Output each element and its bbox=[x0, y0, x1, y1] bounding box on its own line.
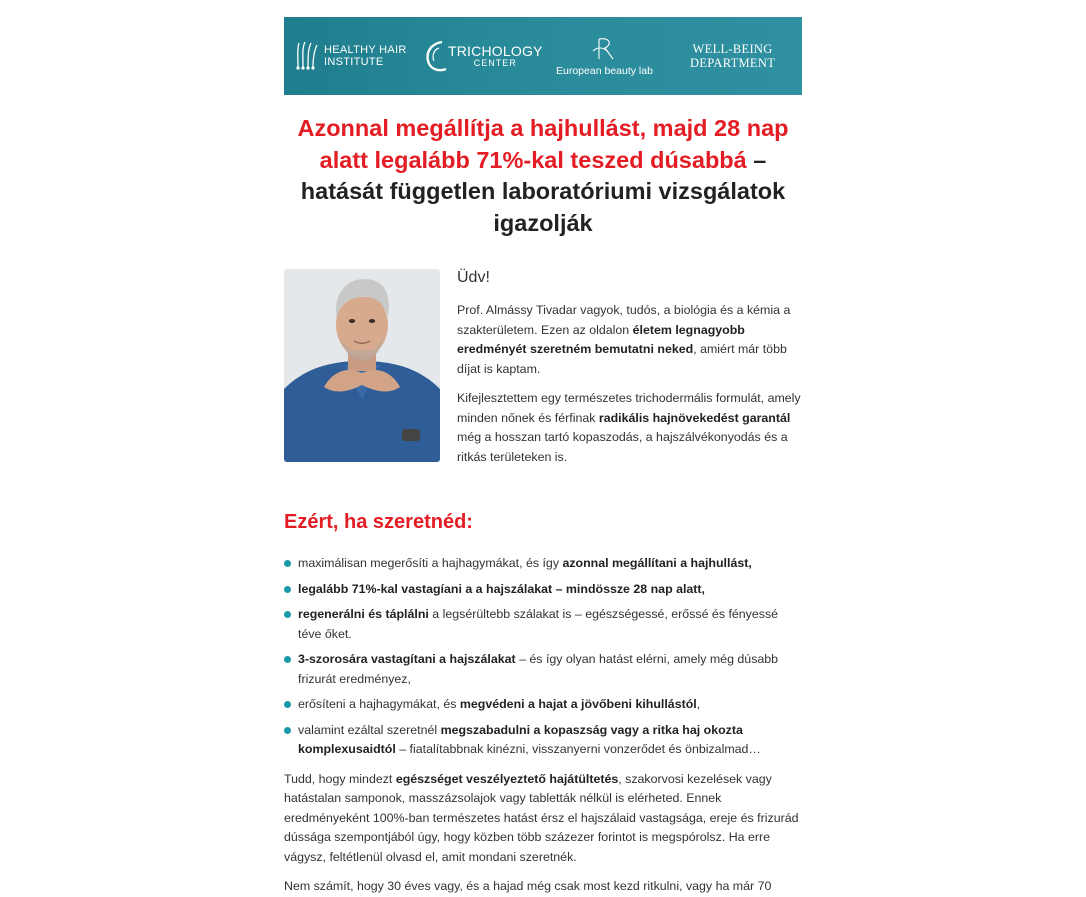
text: erősíteni a hajhagymákat, és bbox=[298, 697, 460, 711]
logo-text-line2: DEPARTMENT bbox=[690, 56, 776, 70]
text: , szakorvosi kezelések vagy hatástalan samponok, masszázsolajok vagy tabletták nélkül is elérheted. Ennek eredményeként 100%-ban természetes hatást érsz el hajszálaid vastagsága, ereje és frizurád dússága szempontjából úgy, hogy közben több százezer forintot is megspórolsz. Ha erre vágysz, feltétlenül olvasd el, amit mondani szeretnék. bbox=[284, 771, 799, 864]
bullet-dot-icon bbox=[284, 611, 291, 618]
list-item bbox=[284, 721, 802, 760]
headline-highlight: Azonnal megállítja a hajhullást, majd 28 nap alatt legalább 71%-kal teszed dúsabbá bbox=[297, 115, 789, 173]
emphasis: 3-szorosára vastagítani a hajszálakat bbox=[298, 652, 516, 666]
crescent-swirl-icon bbox=[424, 39, 448, 73]
section-subheading: Ezért, ha szeretnéd: bbox=[284, 511, 473, 533]
bullet-dot-icon bbox=[284, 586, 291, 593]
list-item bbox=[284, 650, 802, 689]
monogram-icon bbox=[589, 35, 619, 63]
portrait-illustration bbox=[284, 269, 440, 462]
author-portrait-image bbox=[284, 269, 440, 462]
body-paragraph-1 bbox=[284, 770, 802, 868]
emphasis: megszabadulni a kopaszság vagy a ritka haj okozta komplexusaidtól bbox=[298, 722, 743, 756]
intro-paragraph-2 bbox=[457, 389, 802, 467]
intro-text bbox=[457, 269, 802, 477]
text: Tudd, hogy mindezt bbox=[284, 771, 396, 786]
text: Kifejlesztettem egy természetes trichodermális formulát, amely minden nőnek és férfinak bbox=[457, 391, 801, 425]
logo-text-line1: TRICHOLOGY bbox=[448, 42, 543, 59]
text: , amiért már több díjat is kaptam. bbox=[457, 342, 787, 376]
emphasis: regenerálni és táplálni bbox=[298, 607, 429, 621]
european-beauty-lab-logo bbox=[556, 17, 653, 95]
list-item bbox=[284, 580, 802, 600]
bullet-dot-icon bbox=[284, 701, 291, 708]
logo-text-line2: CENTER bbox=[473, 57, 517, 68]
text: valamint ezáltal szeretnél bbox=[298, 722, 441, 737]
headline-rest: – hatását független laboratóriumi vizsgálatok igazolják bbox=[300, 146, 786, 236]
emphasis: radikális hajnövekedést garantál bbox=[598, 410, 791, 425]
benefits-list bbox=[284, 554, 802, 760]
emphasis: legalább 71%-kal vastagíani a a hajszálakat – mindössze 28 nap alatt, bbox=[298, 581, 706, 596]
text: – és így olyan hatást elérni, amely még dúsabb frizurát eredményez, bbox=[298, 652, 779, 686]
bullet-dot-icon bbox=[284, 727, 291, 734]
list-item bbox=[284, 554, 802, 574]
healthy-hair-institute-logo bbox=[294, 17, 407, 95]
logo-text-line1: European beauty lab bbox=[556, 65, 653, 77]
bullet-dot-icon bbox=[284, 656, 291, 663]
emphasis: egészséget veszélyeztető hajátültetés bbox=[395, 771, 619, 786]
well-being-department-logo bbox=[690, 17, 775, 95]
logo-text-line1: HEALTHY HAIR bbox=[324, 44, 407, 56]
intro-paragraph-1 bbox=[457, 301, 802, 379]
text: maximálisan megerősíti a hajhagymákat, és így bbox=[298, 556, 563, 570]
text: Prof. Almássy Tivadar vagyok, tudós, a biológia és a kémia a szakterületem. Ezen az oldalon bbox=[457, 303, 791, 337]
page-content bbox=[284, 0, 802, 897]
page-headline bbox=[284, 113, 802, 239]
text: , bbox=[696, 697, 701, 711]
hair-follicle-icon bbox=[294, 41, 320, 71]
body-paragraph-2: Nem számít, hogy 30 éves vagy, és a hajad még csak most kezd ritkulni, vagy ha már 70 bbox=[284, 879, 772, 893]
logo-text-line1: WELL-BEING bbox=[692, 42, 773, 56]
bullet-dot-icon bbox=[284, 560, 291, 567]
logo-text-line2: INSTITUTE bbox=[324, 56, 384, 68]
emphasis: megvédeni a hajat a jövőbeni kihullástól bbox=[459, 697, 697, 711]
emphasis: életem legnagyobb eredményét szeretném bemutatni neked bbox=[457, 322, 745, 356]
trichology-center-logo bbox=[424, 17, 543, 95]
list-item bbox=[284, 695, 802, 715]
emphasis: azonnal megállítani a hajhullást, bbox=[562, 556, 752, 570]
text: még a hosszan tartó kopaszodás, a hajszálvékonyodás és a ritkás területeken is. bbox=[457, 430, 788, 464]
text: a legsérültebb szálakat is – egészségessé, erőssé és fényessé téve őket. bbox=[298, 607, 779, 641]
text: – fiatalítabbnak kinézni, visszanyerni vonzerődet és önbizalmad… bbox=[395, 742, 761, 756]
author-intro bbox=[284, 269, 802, 477]
list-item bbox=[284, 605, 802, 644]
partner-logos-banner bbox=[284, 17, 802, 95]
greeting: Üdv! bbox=[457, 269, 490, 286]
